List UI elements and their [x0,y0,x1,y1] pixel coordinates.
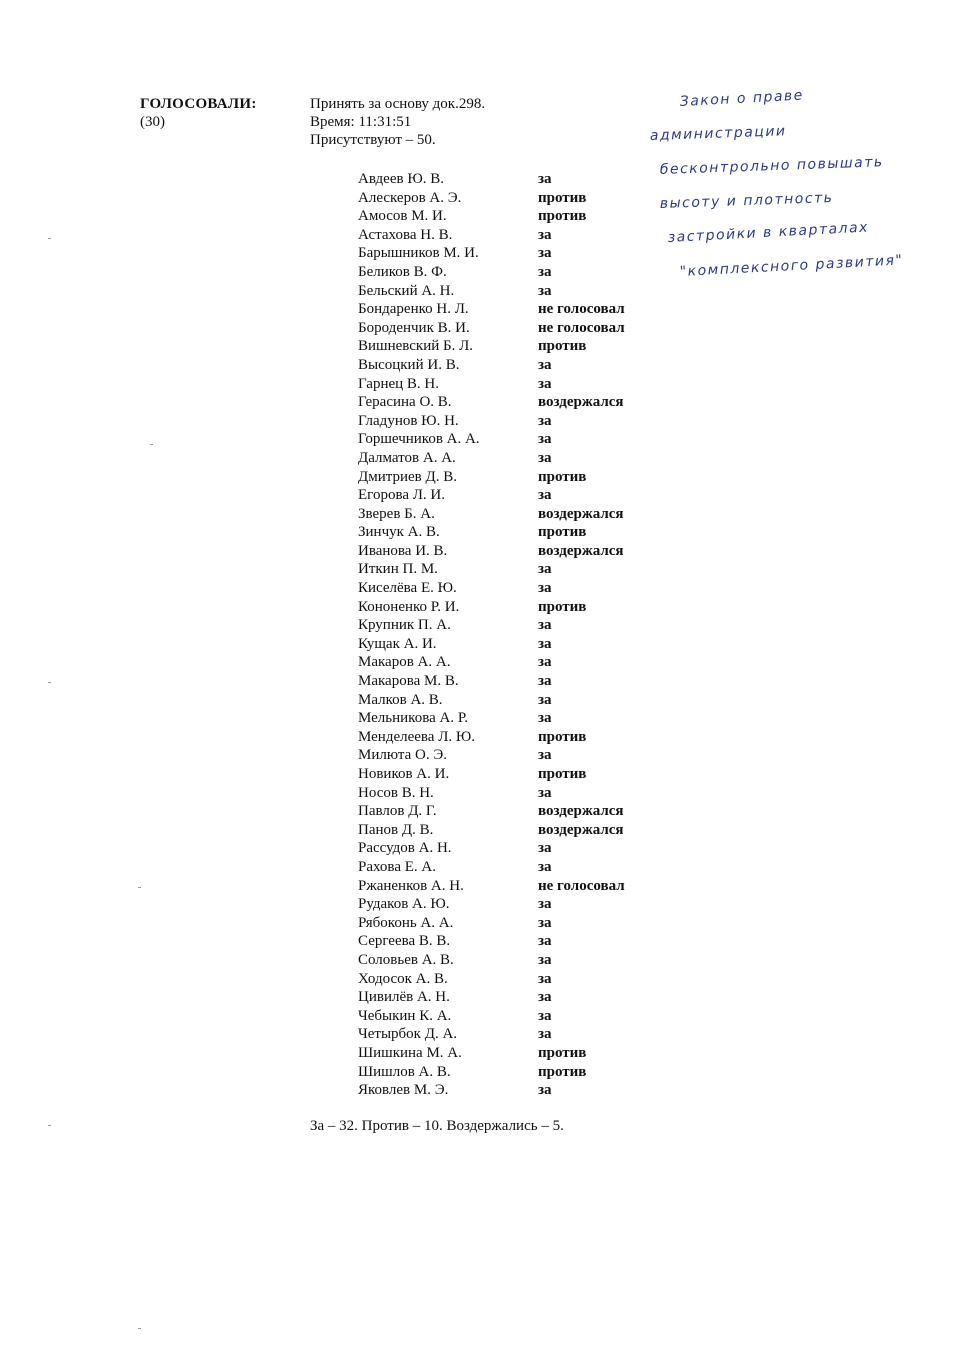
deputy-name: Рябоконь А. А. [358,914,454,931]
deputy-name: Милюта О. Э. [358,747,447,764]
deputy-name: Амосов М. И. [358,208,447,225]
vote-summary: За – 32. Против – 10. Воздержались – 5. [310,1118,564,1134]
deputy-name: Бельский А. Н. [358,282,455,299]
deputy-name: Далматов А. А. [358,449,456,466]
decision-text: Принять за основу док.298. [310,96,486,112]
deputy-name: Рудаков А. Ю. [358,896,450,913]
vote-row [358,746,688,765]
vote-row [358,765,688,784]
deputy-name: Киселёва Е. Ю. [358,580,457,597]
handwritten-line: высоту и плотность [659,189,834,212]
handwritten-line: бесконтрольно повышать [659,154,884,178]
vote-row [358,653,688,672]
vote-row [358,1007,688,1026]
deputy-name: Алескеров А. Э. [358,189,462,206]
vote-header-info [310,95,485,149]
scan-speck [48,1125,51,1126]
deputy-name: Четырбок Д. А. [358,1026,458,1043]
vote-row [358,1025,688,1044]
vote-value: против [538,1044,587,1061]
voted-label: ГОЛОСОВАЛИ: [140,96,257,112]
vote-value: за [538,784,552,801]
deputy-name: Ходосок А. В. [358,970,448,987]
vote-value: воздержался [538,803,624,820]
vote-value: не голосовал [538,877,625,894]
deputy-name: Яковлев М. Э. [358,1082,449,1099]
vote-value: за [538,356,552,373]
present-count: Присутствуют – 50. [310,132,436,148]
vote-value: за [538,431,552,448]
scan-speck [48,682,51,683]
vote-row [358,375,688,394]
vote-value: против [538,189,587,206]
vote-row [358,263,688,282]
deputy-name: Вишневский Б. Л. [358,338,474,355]
vote-value: за [538,171,552,187]
vote-value: за [538,617,552,634]
deputy-name: Авдеев Ю. В. [358,171,444,187]
vote-value: за [538,896,552,913]
vote-value: за [538,691,552,708]
vote-value: воздержался [538,394,624,411]
vote-value: за [538,1026,552,1043]
deputy-name: Павлов Д. Г. [358,803,437,820]
vote-row [358,988,688,1007]
vote-row [358,430,688,449]
vote-row [358,970,688,989]
vote-value: против [538,1063,587,1080]
deputy-name: Бороденчик В. И. [358,319,470,336]
vote-value: за [538,654,552,671]
vote-list [358,170,688,1100]
deputy-name: Шишкина М. А. [358,1044,462,1061]
deputy-name: Сергеева В. В. [358,933,451,950]
deputy-name: Носов В. Н. [358,784,434,801]
vote-row [358,226,688,245]
deputy-name: Зверев Б. А. [358,505,435,522]
deputy-name: Иткин П. М. [358,561,438,578]
vote-row [358,468,688,487]
vote-value: за [538,1007,552,1024]
deputy-name: Цивилёв А. Н. [358,989,450,1006]
deputy-name: Кононенко Р. И. [358,598,460,615]
vote-row [358,170,688,189]
vote-row [358,672,688,691]
vote-value: за [538,487,552,504]
vote-value: за [538,951,552,968]
deputy-name: Рассудов А. Н. [358,840,452,857]
deputy-name: Бондаренко Н. Л. [358,301,469,318]
vote-value: против [538,208,587,225]
vote-value: против [538,338,587,355]
vote-value: за [538,989,552,1006]
handwritten-line: застройки в кварталах [667,219,870,246]
vote-value: воздержался [538,821,624,838]
vote-row [358,1081,688,1100]
deputy-name: Герасина О. В. [358,394,452,411]
deputy-name: Егорова Л. И. [358,487,445,504]
vote-row [358,412,688,431]
deputy-name: Панов Д. В. [358,821,434,838]
deputy-name: Соловьев А. В. [358,951,454,968]
vote-value: не голосовал [538,319,625,336]
vote-value: за [538,635,552,652]
deputy-name: Ржаненков А. Н. [358,877,464,894]
vote-row [358,560,688,579]
vote-row [358,449,688,468]
deputy-name: Высоцкий И. В. [358,356,460,373]
vote-value: за [538,747,552,764]
handwritten-line: "комплексного развития" [679,252,904,280]
vote-value: против [538,598,587,615]
vote-row [358,319,688,338]
vote-row [358,1044,688,1063]
scan-speck [138,1328,141,1329]
vote-value: за [538,840,552,857]
deputy-name: Беликов В. Ф. [358,263,447,280]
vote-row [358,839,688,858]
vote-number: (30) [140,114,165,130]
deputy-name: Новиков А. И. [358,766,450,782]
deputy-name: Барышников М. И. [358,245,479,262]
vote-row [358,932,688,951]
vote-value: за [538,375,552,392]
vote-value: воздержался [538,505,624,522]
vote-value: за [538,449,552,466]
handwritten-line: Закон о праве [679,87,805,110]
vote-row [358,951,688,970]
vote-value: за [538,245,552,262]
vote-row [358,542,688,561]
vote-value: за [538,1082,552,1099]
handwritten-note [650,82,950,292]
vote-header-label [140,95,257,131]
vote-value: воздержался [538,542,624,559]
vote-value: за [538,914,552,931]
vote-time: Время: 11:31:51 [310,114,412,130]
deputy-name: Чебыкин К. А. [358,1007,452,1024]
vote-value: за [538,263,552,280]
vote-value: не голосовал [538,301,625,318]
vote-row [358,189,688,208]
deputy-name: Малков А. В. [358,691,443,708]
vote-value: за [538,858,552,875]
vote-row [358,486,688,505]
deputy-name: Гарнец В. Н. [358,375,440,392]
vote-row [358,821,688,840]
vote-value: за [538,710,552,727]
vote-row [358,300,688,319]
deputy-name: Мельникова А. Р. [358,710,469,727]
deputy-name: Иванова И. В. [358,542,448,559]
vote-row [358,337,688,356]
vote-value: против [538,728,587,745]
deputy-name: Дмитриев Д. В. [358,468,457,485]
vote-row [358,579,688,598]
deputy-name: Гладунов Ю. Н. [358,412,459,429]
vote-row [358,616,688,635]
vote-row [358,914,688,933]
deputy-name: Кущак А. И. [358,635,437,652]
deputy-name: Крупник П. А. [358,617,451,634]
deputy-name: Макаров А. А. [358,654,451,671]
vote-row [358,802,688,821]
scan-speck [150,444,153,445]
vote-row [358,393,688,412]
vote-row [358,523,688,542]
handwritten-line: администрации [650,123,787,144]
vote-row [358,505,688,524]
vote-row [358,207,688,226]
deputy-name: Макарова М. В. [358,673,459,690]
vote-value: за [538,673,552,690]
vote-row [358,635,688,654]
vote-row [358,784,688,803]
vote-row [358,244,688,263]
vote-value: за [538,226,552,243]
vote-row [358,895,688,914]
vote-value: за [538,282,552,299]
deputy-name: Горшечников А. А. [358,431,480,448]
vote-value: за [538,933,552,950]
deputy-name: Зинчук А. В. [358,524,440,541]
vote-value: за [538,580,552,597]
vote-row [358,356,688,375]
vote-row [358,1063,688,1082]
vote-value: за [538,561,552,578]
deputy-name: Астахова Н. В. [358,226,453,243]
vote-value: за [538,970,552,987]
deputy-name: Шишлов А. В. [358,1063,451,1080]
vote-value: против [538,524,587,541]
vote-row [358,691,688,710]
vote-value: против [538,766,587,782]
vote-row [358,877,688,896]
vote-row [358,709,688,728]
vote-row [358,598,688,617]
deputy-name: Рахова Е. А. [358,858,436,875]
scan-speck [138,887,141,888]
vote-row [358,858,688,877]
vote-value: за [538,412,552,429]
scan-speck [48,238,51,239]
vote-row [358,282,688,301]
deputy-name: Менделеева Л. Ю. [358,728,476,745]
vote-value: против [538,468,587,485]
vote-row [358,728,688,747]
